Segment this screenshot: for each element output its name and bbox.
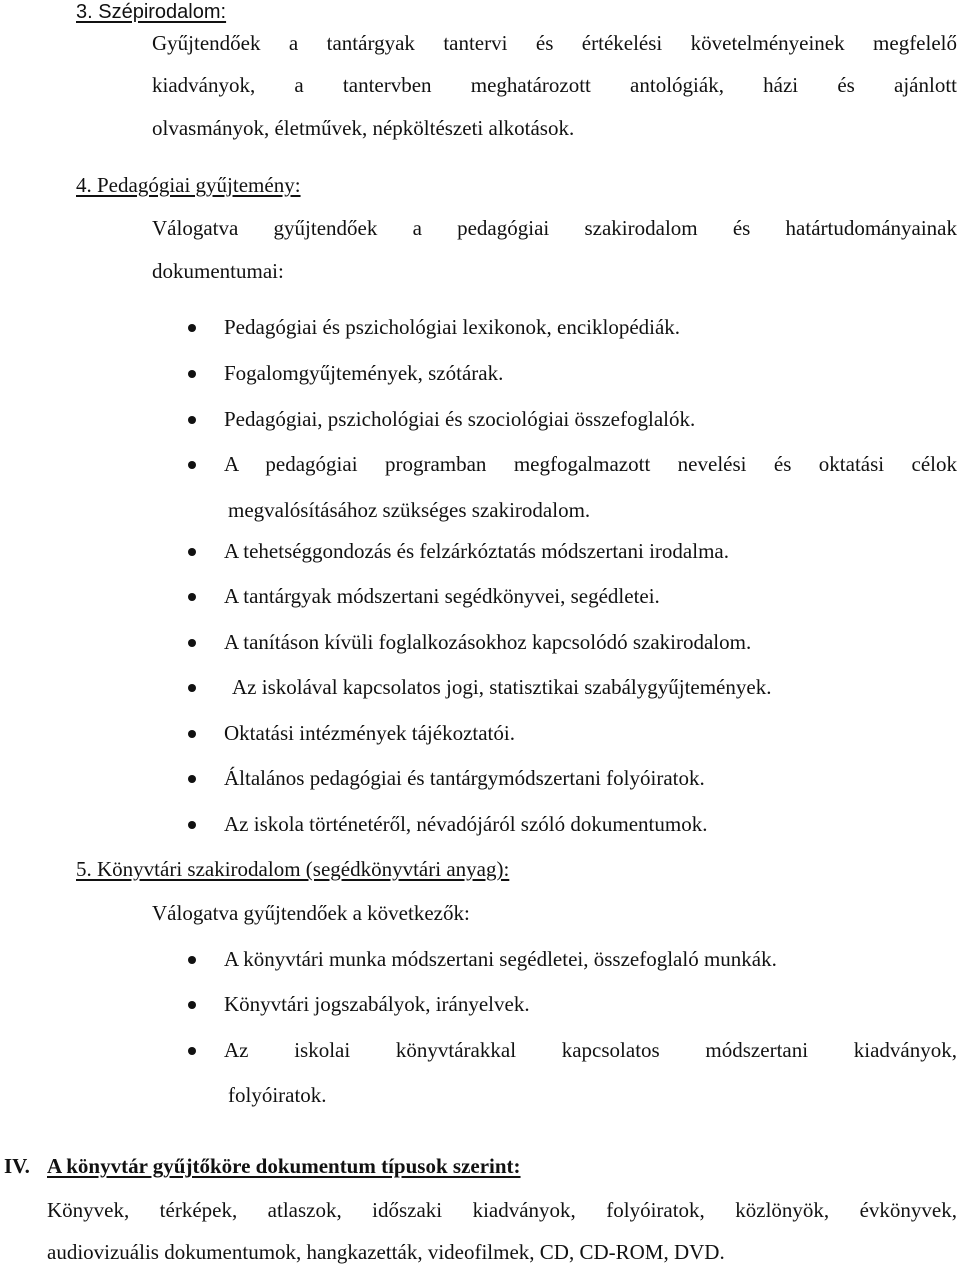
bullet-icon xyxy=(188,416,196,424)
section-3-line-1: Gyűjtendőek a tantárgyak tantervi és értékelési követelményeinek megfelelő xyxy=(152,31,957,55)
list-item: Pedagógiai és pszichológiai lexikonok, enciklopédiák. xyxy=(224,315,681,339)
list-item: A könyvtári munka módszertani segédletei, összefoglaló munkák. xyxy=(224,947,777,971)
bullet-icon xyxy=(188,461,196,469)
chapter-line-1: Könyvek, térképek, atlaszok, időszaki kiadványok, folyóiratok, közlönyök, évkönyvek, xyxy=(47,1198,957,1222)
section-4-line-1: Válogatva gyűjtendőek a pedagógiai szakirodalom és határtudományainak xyxy=(152,216,957,240)
list-item: A tanításon kívüli foglalkozásokhoz kapcsolódó szakirodalom. xyxy=(224,630,752,654)
list-item: Könyvtári jogszabályok, irányelvek. xyxy=(224,992,530,1016)
list-item: A tehetséggondozás és felzárkóztatás módszertani irodalma. xyxy=(224,539,729,563)
chapter-line-2: audiovizuális dokumentumok, hangkazetták, videofilmek, CD, CD-ROM, DVD. xyxy=(47,1240,725,1264)
bullet-icon xyxy=(188,548,196,556)
chapter-title: A könyvtár gyűjtőköre dokumentum típusok szerint: xyxy=(47,1154,521,1178)
list-item: Fogalomgyűjtemények, szótárak. xyxy=(224,361,504,385)
bullet-icon xyxy=(188,324,196,332)
section-5-intro: Válogatva gyűjtendőek a következők: xyxy=(152,901,470,925)
list-item: Oktatási intézmények tájékoztatói. xyxy=(224,721,515,745)
chapter-number: IV. xyxy=(4,1154,30,1178)
list-item: A tantárgyak módszertani segédkönyvei, segédletei. xyxy=(224,584,660,608)
section-4-line-2: dokumentumai: xyxy=(152,259,284,283)
list-item: A pedagógiai programban megfogalmazott nevelési és oktatási célok xyxy=(224,452,957,476)
bullet-icon xyxy=(188,639,196,647)
list-item-continuation: folyóiratok. xyxy=(228,1083,327,1107)
list-item: Pedagógiai, pszichológiai és szociológiai összefoglalók. xyxy=(224,407,696,431)
bullet-icon xyxy=(188,730,196,738)
bullet-icon xyxy=(188,1001,196,1009)
section-3-line-3: olvasmányok, életművek, népköltészeti alkotások. xyxy=(152,116,575,140)
list-item-continuation: megvalósításához szükséges szakirodalom. xyxy=(228,498,591,522)
section-4-heading: 4. Pedagógiai gyűjtemény: xyxy=(76,173,301,197)
bullet-icon xyxy=(188,956,196,964)
bullet-icon xyxy=(188,593,196,601)
list-item: Általános pedagógiai és tantárgymódszertani folyóiratok. xyxy=(224,766,705,790)
list-item: Az iskolai könyvtárakkal kapcsolatos módszertani kiadványok, xyxy=(224,1038,957,1062)
list-item: Az iskola történetéről, névadójáról szóló dokumentumok. xyxy=(224,812,708,836)
section-5-heading: 5. Könyvtári szakirodalom (segédkönyvtári anyag): xyxy=(76,857,510,881)
bullet-icon xyxy=(188,684,196,692)
bullet-icon xyxy=(188,1047,196,1055)
section-3-line-2: kiadványok, a tantervben meghatározott antológiák, házi és ajánlott xyxy=(152,73,957,97)
section-3-heading: 3. Szépirodalom: xyxy=(76,1,227,23)
bullet-icon xyxy=(188,821,196,829)
list-item: Az iskolával kapcsolatos jogi, statisztikai szabálygyűjtemények. xyxy=(232,675,772,699)
bullet-icon xyxy=(188,775,196,783)
bullet-icon xyxy=(188,370,196,378)
